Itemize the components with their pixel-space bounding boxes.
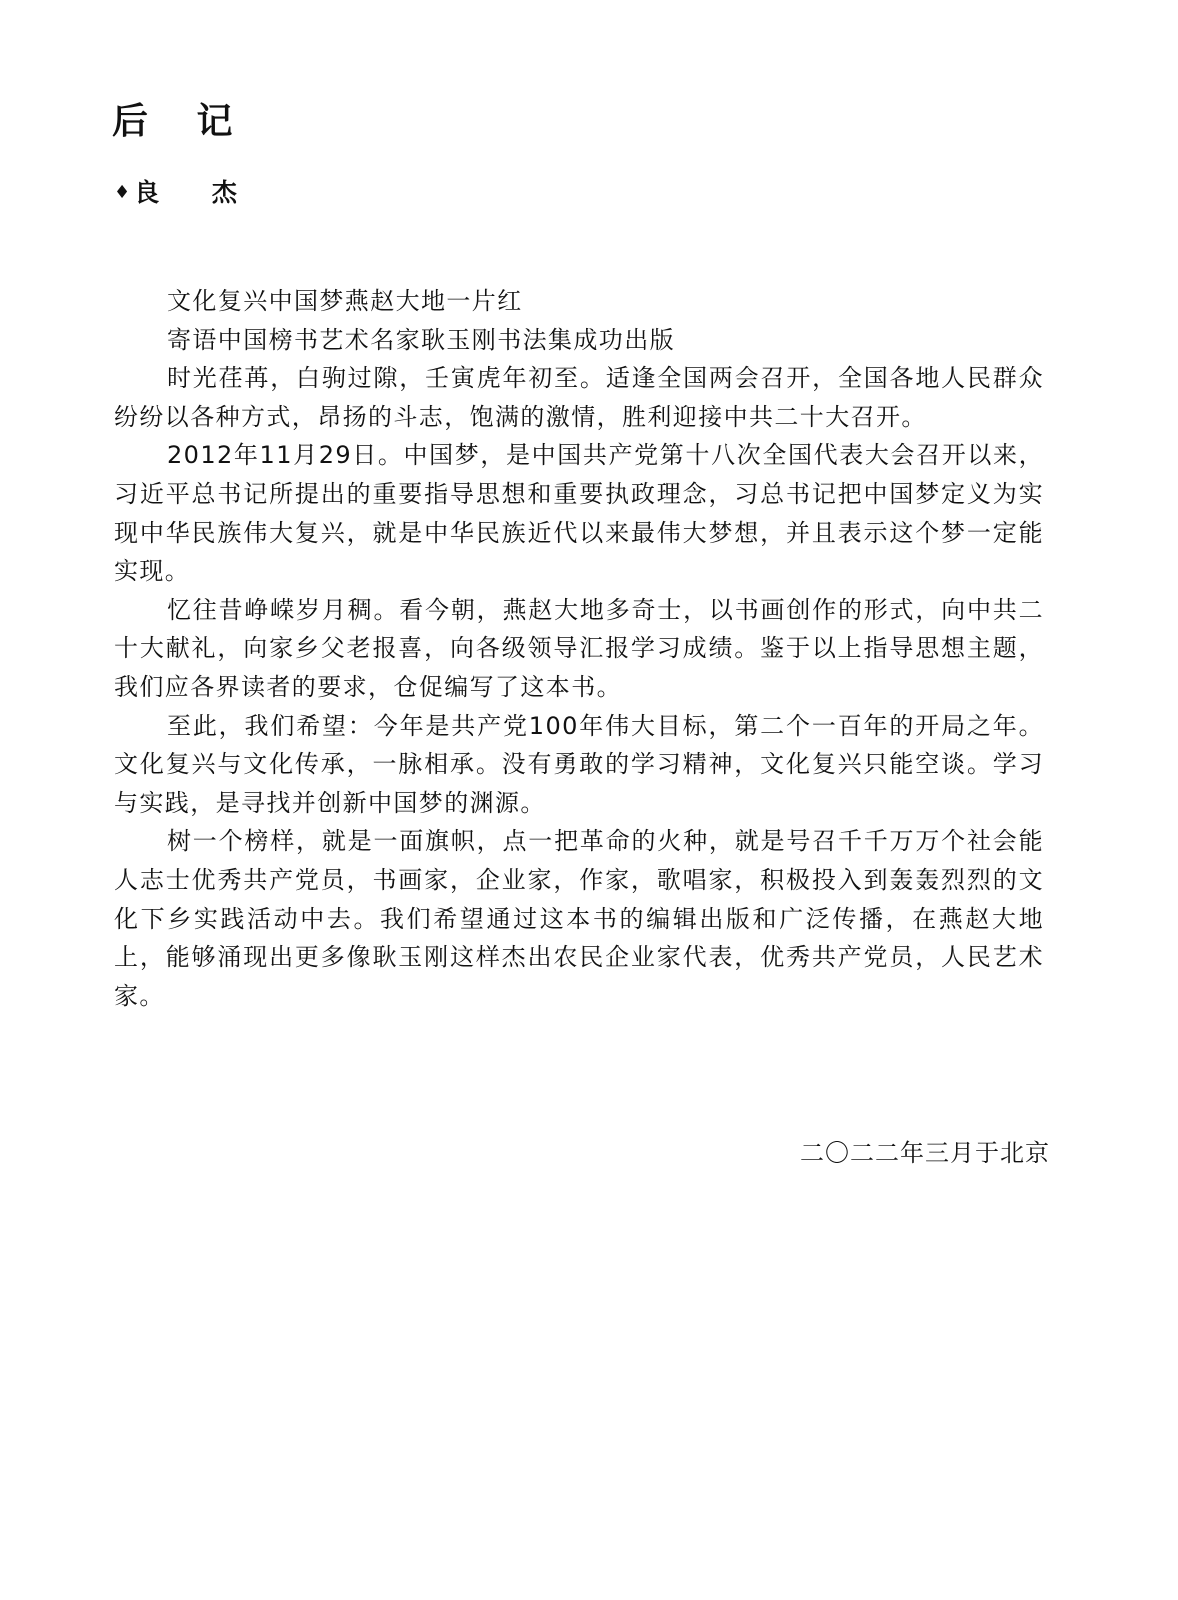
heading-line: 文化复兴中国梦燕赵大地一片红 [167, 287, 523, 315]
body-paragraph: 至此，我们希望：今年是共产党100年伟大目标，第二个一百年的开局之年。文化复兴与文化传承，一脉相承。没有勇敢的学习精神，文化复兴只能空谈。学习与实践，是寻找并创新中国梦的渊源。 [114, 711, 1044, 817]
body-paragraph: 忆往昔峥嵘岁月稠。看今朝，燕赵大地多奇士，以书画创作的形式，向中共二十大献礼，向家乡父老报喜，向各级领导汇报学习成绩。鉴于以上指导思想主题，我们应各界读者的要求，仓促编写了这本书。 [114, 595, 1044, 701]
page-title: 后 记 [112, 101, 251, 142]
heading-line: 寄语中国榜书艺术名家耿玉刚书法集成功出版 [167, 325, 675, 354]
body-paragraph: 时光荏苒，白驹过隙，壬寅虎年初至。适逢全国两会召开，全国各地人民群众纷纷以各种方式，昂扬的斗志，饱满的激情，胜利迎接中共二十大召开。 [114, 364, 1044, 431]
diamond-bullet-icon: ♦ [114, 182, 131, 203]
body-paragraph: 2012年11月29日。中国梦，是中国共产党第十八次全国代表大会召开以来，习近平总书记所提出的重要指导思想和重要执政理念，习总书记把中国梦定义为实现中华民族伟大复兴，就是中华民族近代以来最伟大梦想，并且表示这个梦一定能实现。 [114, 441, 1044, 586]
date-place-signature: 二〇二二年三月于北京 [800, 1139, 1050, 1167]
body-paragraph: 树一个榜样，就是一面旗帜，点一把革命的火种，就是号召千千万万个社会能人志士优秀共产党员，书画家，企业家，作家，歌唱家，积极投入到轰轰烈烈的文化下乡实践活动中去。我们希望通过这本书的编辑出版和广泛传播，在燕赵大地上，能够涌现出更多像耿玉刚这样杰出农民企业家代表，优秀共产党员，人民艺术家。 [114, 827, 1044, 1010]
author-name: 良 杰 [134, 178, 259, 207]
author-byline [114, 176, 259, 210]
afterword-body [114, 282, 1044, 1015]
